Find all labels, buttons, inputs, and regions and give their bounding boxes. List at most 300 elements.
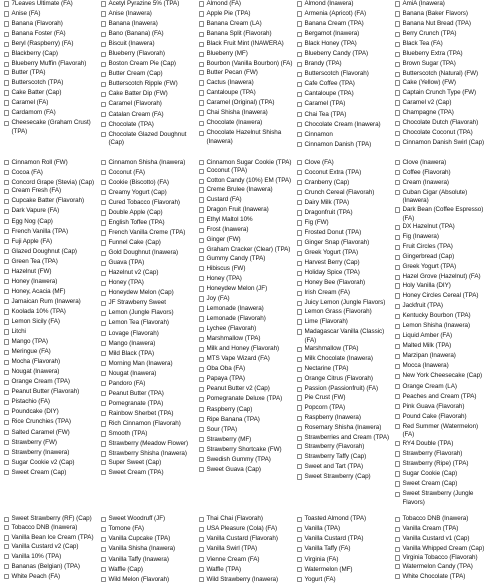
flavor-checkbox-item[interactable]	[199, 79, 295, 89]
checkbox[interactable]	[297, 291, 302, 296]
checkbox[interactable]	[395, 394, 400, 399]
flavor-checkbox-item[interactable]	[297, 318, 393, 328]
flavor-checkbox-item[interactable]	[199, 345, 295, 355]
flavor-checkbox-item[interactable]	[101, 556, 197, 566]
flavor-checkbox-item[interactable]	[199, 159, 295, 168]
checkbox[interactable]	[199, 80, 204, 85]
flavor-checkbox-item[interactable]	[4, 288, 100, 298]
checkbox[interactable]	[199, 397, 204, 402]
checkbox[interactable]	[101, 557, 106, 562]
checkbox[interactable]	[199, 437, 204, 442]
flavor-checkbox-item[interactable]	[101, 179, 197, 189]
checkbox[interactable]	[101, 170, 106, 175]
checkbox[interactable]	[101, 1, 106, 6]
flavor-checkbox-item[interactable]	[4, 179, 100, 188]
flavor-checkbox-item[interactable]	[395, 0, 491, 10]
flavor-checkbox-item[interactable]	[199, 236, 295, 246]
checkbox[interactable]	[4, 535, 9, 540]
flavor-checkbox-item[interactable]	[199, 446, 295, 456]
flavor-checkbox-item[interactable]	[395, 440, 491, 450]
flavor-checkbox-item[interactable]	[297, 424, 393, 434]
flavor-checkbox-item[interactable]	[297, 576, 393, 586]
checkbox[interactable]	[395, 42, 400, 47]
checkbox[interactable]	[395, 265, 400, 270]
checkbox[interactable]	[395, 62, 400, 67]
flavor-checkbox-item[interactable]	[297, 189, 393, 199]
flavor-checkbox-item[interactable]	[199, 206, 295, 216]
flavor-checkbox-item[interactable]	[297, 525, 393, 535]
checkbox[interactable]	[395, 461, 400, 466]
flavor-checkbox-item[interactable]	[297, 60, 393, 70]
checkbox[interactable]	[4, 21, 9, 26]
flavor-checkbox-item[interactable]	[4, 197, 100, 207]
flavor-checkbox-item[interactable]	[297, 199, 393, 209]
flavor-checkbox-item[interactable]	[395, 470, 491, 480]
checkbox[interactable]	[297, 426, 302, 431]
checkbox[interactable]	[297, 200, 302, 205]
flavor-checkbox-item[interactable]	[297, 141, 393, 151]
flavor-checkbox-item[interactable]	[199, 295, 295, 305]
checkbox[interactable]	[297, 405, 302, 410]
checkbox[interactable]	[395, 110, 400, 115]
flavor-checkbox-item[interactable]	[101, 400, 197, 410]
flavor-checkbox-item[interactable]	[101, 229, 197, 239]
checkbox[interactable]	[101, 32, 106, 37]
flavor-checkbox-item[interactable]	[101, 390, 197, 400]
checkbox[interactable]	[395, 21, 400, 26]
flavor-checkbox-item[interactable]	[199, 556, 295, 566]
checkbox[interactable]	[395, 334, 400, 339]
checkbox[interactable]	[4, 90, 9, 95]
flavor-checkbox-item[interactable]	[297, 100, 393, 110]
checkbox[interactable]	[101, 190, 106, 195]
flavor-checkbox-item[interactable]	[4, 543, 100, 553]
flavor-checkbox-item[interactable]	[297, 443, 393, 453]
checkbox[interactable]	[297, 527, 302, 532]
checkbox[interactable]	[297, 261, 302, 266]
checkbox[interactable]	[101, 577, 106, 582]
checkbox[interactable]	[101, 547, 106, 552]
flavor-checkbox-item[interactable]	[4, 187, 100, 197]
flavor-checkbox-item[interactable]	[395, 312, 491, 322]
checkbox[interactable]	[297, 454, 302, 459]
flavor-checkbox-item[interactable]	[4, 439, 100, 449]
flavor-checkbox-item[interactable]	[199, 89, 295, 99]
checkbox[interactable]	[395, 384, 400, 389]
flavor-checkbox-item[interactable]	[297, 385, 393, 394]
flavor-checkbox-item[interactable]	[101, 159, 197, 169]
flavor-checkbox-item[interactable]	[395, 342, 491, 352]
checkbox[interactable]	[199, 517, 204, 522]
checkbox[interactable]	[4, 199, 9, 204]
checkbox[interactable]	[4, 170, 9, 175]
checkbox[interactable]	[199, 467, 204, 472]
checkbox[interactable]	[199, 316, 204, 321]
checkbox[interactable]	[297, 329, 302, 334]
flavor-checkbox-item[interactable]	[297, 404, 393, 414]
checkbox[interactable]	[395, 207, 400, 212]
flavor-checkbox-item[interactable]	[395, 413, 491, 423]
flavor-checkbox-item[interactable]	[4, 534, 100, 543]
flavor-checkbox-item[interactable]	[297, 556, 393, 566]
flavor-checkbox-item[interactable]	[101, 80, 197, 90]
checkbox[interactable]	[297, 357, 302, 362]
flavor-checkbox-item[interactable]	[395, 403, 491, 413]
checkbox[interactable]	[199, 387, 204, 392]
flavor-checkbox-item[interactable]	[4, 318, 100, 328]
checkbox[interactable]	[101, 391, 106, 396]
checkbox[interactable]	[395, 324, 400, 329]
checkbox[interactable]	[4, 249, 9, 254]
flavor-checkbox-item[interactable]	[297, 80, 393, 90]
checkbox[interactable]	[4, 110, 9, 115]
checkbox[interactable]	[199, 121, 204, 126]
checkbox[interactable]	[395, 255, 400, 260]
flavor-checkbox-item[interactable]	[395, 383, 491, 393]
flavor-checkbox-item[interactable]	[395, 233, 491, 243]
checkbox[interactable]	[4, 269, 9, 274]
flavor-checkbox-item[interactable]	[4, 268, 100, 278]
flavor-checkbox-item[interactable]	[101, 380, 197, 390]
flavor-checkbox-item[interactable]	[297, 159, 393, 169]
checkbox[interactable]	[4, 390, 9, 395]
flavor-checkbox-item[interactable]	[101, 219, 197, 229]
checkbox[interactable]	[395, 517, 400, 522]
checkbox[interactable]	[101, 52, 106, 57]
flavor-checkbox-item[interactable]	[199, 255, 295, 265]
checkbox[interactable]	[4, 319, 9, 324]
checkbox[interactable]	[297, 367, 302, 372]
checkbox[interactable]	[199, 179, 204, 184]
checkbox[interactable]	[199, 357, 204, 362]
flavor-checkbox-item[interactable]	[395, 119, 491, 129]
flavor-checkbox-item[interactable]	[4, 388, 100, 398]
checkbox[interactable]	[101, 567, 106, 572]
checkbox[interactable]	[101, 230, 106, 235]
flavor-checkbox-item[interactable]	[395, 263, 491, 273]
checkbox[interactable]	[4, 299, 9, 304]
flavor-checkbox-item[interactable]	[297, 229, 393, 239]
flavor-checkbox-item[interactable]	[4, 338, 100, 348]
checkbox[interactable]	[4, 289, 9, 294]
checkbox[interactable]	[4, 121, 9, 126]
flavor-checkbox-item[interactable]	[199, 216, 295, 226]
flavor-checkbox-item[interactable]	[4, 20, 100, 30]
checkbox[interactable]	[101, 102, 106, 107]
flavor-checkbox-item[interactable]	[297, 259, 393, 269]
flavor-checkbox-item[interactable]	[101, 515, 197, 525]
flavor-checkbox-item[interactable]	[4, 258, 100, 268]
checkbox[interactable]	[101, 291, 106, 296]
flavor-checkbox-item[interactable]	[395, 60, 491, 70]
flavor-checkbox-item[interactable]	[297, 308, 393, 318]
checkbox[interactable]	[101, 122, 106, 127]
checkbox[interactable]	[395, 344, 400, 349]
flavor-checkbox-item[interactable]	[297, 30, 393, 40]
flavor-checkbox-item[interactable]	[199, 416, 295, 426]
checkbox[interactable]	[4, 32, 9, 37]
checkbox[interactable]	[395, 11, 400, 16]
checkbox[interactable]	[4, 259, 9, 264]
checkbox[interactable]	[199, 32, 204, 37]
flavor-checkbox-item[interactable]	[4, 99, 100, 109]
checkbox[interactable]	[199, 537, 204, 542]
checkbox[interactable]	[199, 547, 204, 552]
checkbox[interactable]	[101, 11, 106, 16]
flavor-checkbox-item[interactable]	[4, 89, 100, 99]
checkbox[interactable]	[101, 160, 106, 165]
checkbox[interactable]	[199, 347, 204, 352]
checkbox[interactable]	[199, 557, 204, 562]
checkbox[interactable]	[395, 72, 400, 77]
checkbox[interactable]	[395, 1, 400, 6]
checkbox[interactable]	[101, 441, 106, 446]
checkbox[interactable]	[101, 421, 106, 426]
flavor-checkbox-item[interactable]	[199, 40, 295, 50]
checkbox[interactable]	[395, 547, 400, 552]
checkbox[interactable]	[4, 517, 9, 522]
checkbox[interactable]	[395, 141, 400, 146]
flavor-checkbox-item[interactable]	[101, 239, 197, 249]
flavor-checkbox-item[interactable]	[297, 473, 393, 483]
flavor-checkbox-item[interactable]	[199, 576, 295, 586]
checkbox[interactable]	[395, 235, 400, 240]
flavor-checkbox-item[interactable]	[297, 249, 393, 259]
checkbox[interactable]	[395, 170, 400, 175]
flavor-checkbox-item[interactable]	[297, 219, 393, 229]
checkbox[interactable]	[101, 411, 106, 416]
checkbox[interactable]	[297, 517, 302, 522]
flavor-checkbox-item[interactable]	[297, 269, 393, 279]
checkbox[interactable]	[199, 276, 204, 281]
checkbox[interactable]	[4, 309, 9, 314]
flavor-checkbox-item[interactable]	[297, 463, 393, 473]
checkbox[interactable]	[297, 577, 302, 582]
flavor-checkbox-item[interactable]	[199, 315, 295, 325]
flavor-checkbox-item[interactable]	[4, 449, 100, 459]
flavor-checkbox-item[interactable]	[297, 239, 393, 249]
flavor-checkbox-item[interactable]	[395, 129, 491, 139]
flavor-checkbox-item[interactable]	[101, 40, 197, 50]
flavor-checkbox-item[interactable]	[101, 360, 197, 370]
flavor-checkbox-item[interactable]	[297, 70, 393, 80]
flavor-checkbox-item[interactable]	[4, 459, 100, 469]
flavor-checkbox-item[interactable]	[199, 385, 295, 395]
flavor-checkbox-item[interactable]	[297, 40, 393, 50]
flavor-checkbox-item[interactable]	[395, 554, 491, 563]
flavor-checkbox-item[interactable]	[4, 515, 100, 524]
flavor-checkbox-item[interactable]	[395, 30, 491, 40]
flavor-checkbox-item[interactable]	[199, 0, 295, 10]
checkbox[interactable]	[4, 189, 9, 194]
flavor-checkbox-item[interactable]	[101, 410, 197, 420]
flavor-checkbox-item[interactable]	[395, 332, 491, 342]
checkbox[interactable]	[297, 42, 302, 47]
checkbox[interactable]	[199, 256, 204, 261]
flavor-checkbox-item[interactable]	[199, 196, 295, 206]
checkbox[interactable]	[395, 293, 400, 298]
checkbox[interactable]	[199, 21, 204, 26]
checkbox[interactable]	[395, 471, 400, 476]
flavor-checkbox-item[interactable]	[4, 278, 100, 288]
checkbox[interactable]	[297, 436, 302, 441]
flavor-checkbox-item[interactable]	[297, 20, 393, 30]
checkbox[interactable]	[297, 11, 302, 16]
checkbox[interactable]	[395, 160, 400, 165]
checkbox[interactable]	[395, 424, 400, 429]
checkbox[interactable]	[4, 544, 9, 549]
checkbox[interactable]	[297, 567, 302, 572]
flavor-checkbox-item[interactable]	[4, 69, 100, 79]
checkbox[interactable]	[101, 220, 106, 225]
checkbox[interactable]	[395, 32, 400, 37]
checkbox[interactable]	[4, 1, 9, 6]
checkbox[interactable]	[4, 180, 9, 185]
checkbox[interactable]	[297, 557, 302, 562]
flavor-checkbox-item[interactable]	[199, 466, 295, 476]
flavor-checkbox-item[interactable]	[395, 515, 491, 525]
flavor-checkbox-item[interactable]	[395, 189, 491, 206]
flavor-checkbox-item[interactable]	[395, 40, 491, 50]
checkbox[interactable]	[199, 377, 204, 382]
flavor-checkbox-item[interactable]	[395, 525, 491, 535]
checkbox[interactable]	[101, 341, 106, 346]
flavor-checkbox-item[interactable]	[101, 299, 197, 309]
flavor-checkbox-item[interactable]	[199, 177, 295, 186]
checkbox[interactable]	[199, 457, 204, 462]
checkbox[interactable]	[4, 460, 9, 465]
flavor-checkbox-item[interactable]	[297, 299, 393, 308]
flavor-checkbox-item[interactable]	[4, 79, 100, 89]
checkbox[interactable]	[101, 381, 106, 386]
checkbox[interactable]	[297, 220, 302, 225]
checkbox[interactable]	[101, 210, 106, 215]
checkbox[interactable]	[297, 170, 302, 175]
flavor-checkbox-item[interactable]	[395, 243, 491, 253]
flavor-checkbox-item[interactable]	[4, 308, 100, 318]
checkbox[interactable]	[4, 229, 9, 234]
checkbox[interactable]	[395, 245, 400, 250]
flavor-checkbox-item[interactable]	[101, 169, 197, 179]
flavor-checkbox-item[interactable]	[297, 394, 393, 404]
flavor-checkbox-item[interactable]	[297, 0, 393, 10]
checkbox[interactable]	[297, 190, 302, 195]
checkbox[interactable]	[4, 450, 9, 455]
checkbox[interactable]	[395, 451, 400, 456]
flavor-checkbox-item[interactable]	[101, 340, 197, 350]
checkbox[interactable]	[101, 321, 106, 326]
flavor-checkbox-item[interactable]	[297, 179, 393, 189]
checkbox[interactable]	[4, 410, 9, 415]
checkbox[interactable]	[199, 306, 204, 311]
checkbox[interactable]	[395, 414, 400, 419]
flavor-checkbox-item[interactable]	[101, 330, 197, 340]
checkbox[interactable]	[297, 210, 302, 215]
flavor-checkbox-item[interactable]	[199, 285, 295, 295]
flavor-checkbox-item[interactable]	[199, 275, 295, 285]
checkbox[interactable]	[101, 42, 106, 47]
checkbox[interactable]	[297, 122, 302, 127]
flavor-checkbox-item[interactable]	[101, 10, 197, 20]
checkbox[interactable]	[199, 296, 204, 301]
flavor-checkbox-item[interactable]	[199, 265, 295, 275]
flavor-checkbox-item[interactable]	[199, 375, 295, 385]
checkbox[interactable]	[395, 52, 400, 57]
flavor-checkbox-item[interactable]	[4, 553, 100, 563]
checkbox[interactable]	[297, 271, 302, 276]
checkbox[interactable]	[395, 225, 400, 230]
flavor-checkbox-item[interactable]	[395, 450, 491, 460]
checkbox[interactable]	[297, 547, 302, 552]
checkbox[interactable]	[199, 367, 204, 372]
flavor-checkbox-item[interactable]	[4, 418, 100, 428]
flavor-checkbox-item[interactable]	[101, 199, 197, 209]
checkbox[interactable]	[297, 102, 302, 107]
flavor-checkbox-item[interactable]	[101, 70, 197, 80]
checkbox[interactable]	[4, 400, 9, 405]
flavor-checkbox-item[interactable]	[395, 292, 491, 302]
checkbox[interactable]	[4, 350, 9, 355]
checkbox[interactable]	[4, 370, 9, 375]
flavor-checkbox-item[interactable]	[395, 480, 491, 490]
checkbox[interactable]	[395, 190, 400, 195]
checkbox[interactable]	[199, 1, 204, 6]
flavor-checkbox-item[interactable]	[4, 207, 100, 217]
flavor-checkbox-item[interactable]	[4, 169, 100, 179]
checkbox[interactable]	[101, 72, 106, 77]
flavor-checkbox-item[interactable]	[395, 20, 491, 30]
checkbox[interactable]	[395, 131, 400, 136]
checkbox[interactable]	[4, 219, 9, 224]
checkbox[interactable]	[297, 92, 302, 97]
checkbox[interactable]	[297, 62, 302, 67]
checkbox[interactable]	[101, 92, 106, 97]
flavor-checkbox-item[interactable]	[101, 259, 197, 269]
flavor-checkbox-item[interactable]	[101, 370, 197, 380]
flavor-checkbox-item[interactable]	[101, 576, 197, 586]
flavor-checkbox-item[interactable]	[101, 30, 197, 40]
checkbox[interactable]	[297, 1, 302, 6]
checkbox[interactable]	[4, 239, 9, 244]
flavor-checkbox-item[interactable]	[4, 40, 100, 50]
checkbox[interactable]	[395, 555, 400, 560]
checkbox[interactable]	[4, 80, 9, 85]
flavor-checkbox-item[interactable]	[199, 525, 295, 535]
checkbox[interactable]	[101, 62, 106, 67]
flavor-checkbox-item[interactable]	[101, 525, 197, 535]
flavor-checkbox-item[interactable]	[101, 430, 197, 440]
checkbox[interactable]	[297, 416, 302, 421]
flavor-checkbox-item[interactable]	[395, 273, 491, 282]
flavor-checkbox-item[interactable]	[4, 119, 100, 136]
flavor-checkbox-item[interactable]	[395, 362, 491, 372]
checkbox[interactable]	[101, 537, 106, 542]
checkbox[interactable]	[297, 132, 302, 137]
flavor-checkbox-item[interactable]	[4, 0, 100, 10]
checkbox[interactable]	[4, 360, 9, 365]
flavor-checkbox-item[interactable]	[4, 348, 100, 358]
flavor-checkbox-item[interactable]	[199, 456, 295, 466]
flavor-checkbox-item[interactable]	[199, 305, 295, 315]
flavor-checkbox-item[interactable]	[4, 159, 100, 169]
flavor-checkbox-item[interactable]	[4, 563, 100, 573]
checkbox[interactable]	[4, 160, 9, 165]
checkbox[interactable]	[297, 319, 302, 324]
checkbox[interactable]	[199, 337, 204, 342]
checkbox[interactable]	[199, 417, 204, 422]
flavor-checkbox-item[interactable]	[199, 426, 295, 436]
flavor-checkbox-item[interactable]	[4, 368, 100, 378]
